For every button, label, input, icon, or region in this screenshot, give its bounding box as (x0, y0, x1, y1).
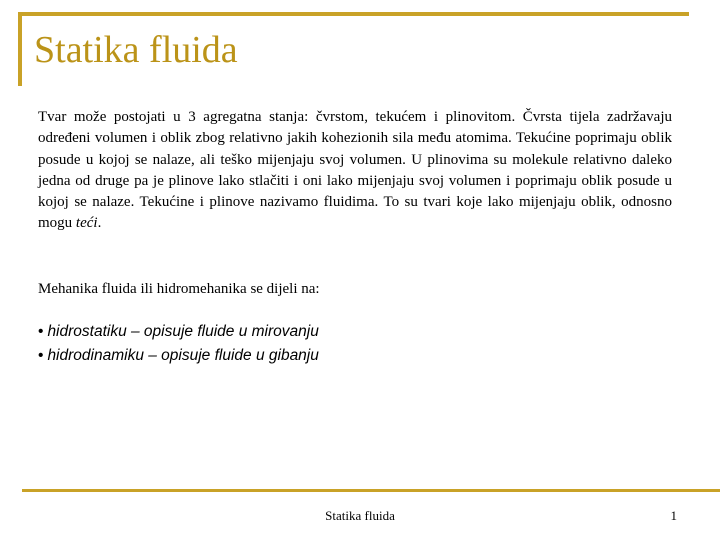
title-top-rule (18, 12, 689, 16)
mechanics-intro: Mehanika fluida ili hidromehanika se dijeli na: (38, 281, 320, 297)
slide-title: Statika fluida (34, 29, 238, 71)
bullet-text: hidrodinamiku – opisuje fluide u gibanju (47, 347, 319, 364)
footer-title: Statika fluida (325, 508, 395, 523)
bullet-item-hydrostatics (38, 320, 319, 344)
intro-paragraph-text: Tvar može postojati u 3 agregatna stanja: čvrstom, tekućem i plinovitom. Čvrsta tijela zadržavaju određeni volumen i oblik zbog relativno jakih kohezionih sila među atomima. Tekućine poprimaju oblik posude u kojoj se nalaze, ali teško mijenjaju svoj volumen. U plinovima su molekule relativno daleko jedna od druge pa je plinove lako stlačiti i oni lako mijenjaju svoj volumen i poprimaju oblik posude u kojoj se nalaze. Tekućine i plinove nazivamo fluidima. To su tvari koje lako mijenjaju oblik, odnosno mogu (38, 109, 672, 232)
title-left-rule (18, 12, 22, 86)
bullet-dot-icon: • (38, 323, 44, 340)
page-number: 1 (670, 508, 677, 523)
bullet-dot-icon: • (38, 347, 44, 364)
intro-paragraph-italic: teći (75, 215, 98, 232)
bullet-list (38, 320, 319, 368)
bullet-text: hidrostatiku – opisuje fluide u mirovanju (47, 323, 319, 340)
bullet-item-hydrodynamics (38, 344, 319, 368)
intro-paragraph-end: . (97, 215, 102, 232)
intro-paragraph (38, 107, 672, 235)
footer-rule (22, 489, 720, 492)
